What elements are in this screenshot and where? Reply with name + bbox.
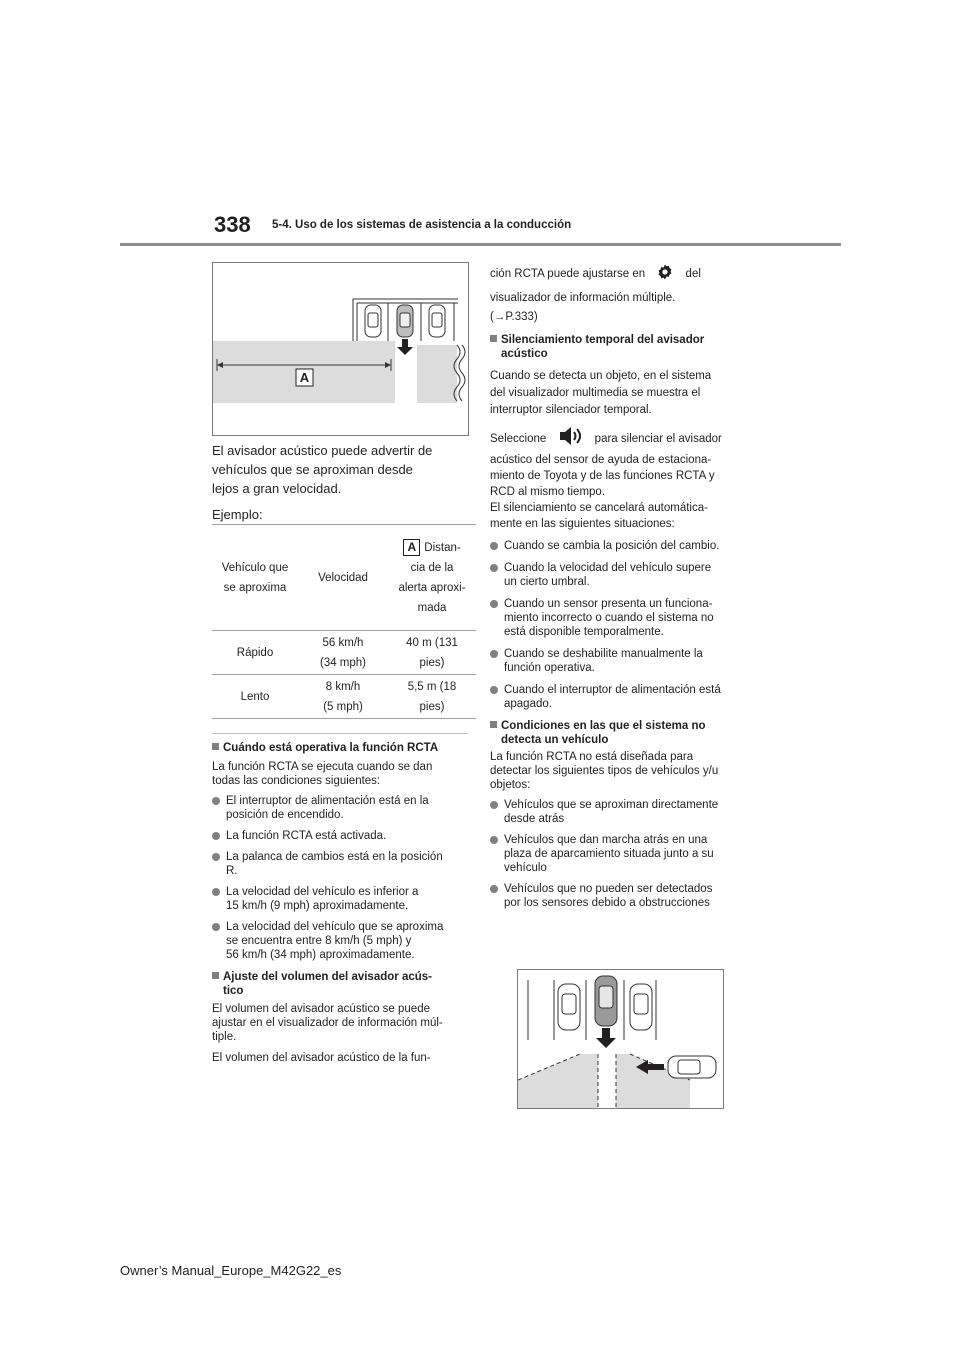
gear-icon xyxy=(656,263,674,281)
bullet-item: Cuando el interruptor de alimentación está apagado. xyxy=(490,683,760,711)
col-header-distance: A Distan- cia de la alerta aproxi- mada xyxy=(388,525,476,631)
bullet-item: Cuando se deshabilite manualmente la función operativa. xyxy=(490,647,760,675)
rcta-speed-table xyxy=(212,524,476,719)
section-divider xyxy=(212,733,468,734)
intro-line: lejos a gran velocidad. xyxy=(212,481,342,496)
page-number: 338 xyxy=(214,212,251,237)
cell-distance: 40 m (131 pies) xyxy=(388,631,476,675)
paragraph: acústico del sensor de ayuda de estaciona- miento de Toyota y de las funciones RCTA y RCD al mismo tiempo. El silenciamiento se cancelará automática- mente en las siguientes situaciones: xyxy=(490,454,715,530)
cell-vehicle: Lento xyxy=(212,675,298,719)
paragraph: Seleccione para silenciar el avisador xyxy=(490,425,760,450)
paragraph: La función RCTA se ejecuta cuando se dan todas las condiciones siguientes: xyxy=(212,761,433,787)
intro-line: vehículos que se aproximan desde xyxy=(212,462,413,477)
own-car xyxy=(397,305,413,337)
paragraph: La función RCTA no está diseñada para detectar los siguientes tipos de vehículos y/u objetos: xyxy=(490,751,719,791)
right-column xyxy=(490,263,760,910)
parked-car xyxy=(558,984,580,1030)
intro-paragraph xyxy=(212,441,472,524)
cell-speed: 56 km/h (34 mph) xyxy=(298,631,388,675)
example-label: Ejemplo: xyxy=(212,507,263,522)
cell-vehicle: Rápido xyxy=(212,631,298,675)
parked-car xyxy=(630,984,652,1030)
col-header-speed: Velocidad xyxy=(298,525,388,631)
heading-volume-adjust: Ajuste del volumen del avisador acús- tico xyxy=(212,970,474,998)
section-title: 5-4. Uso de los sistemas de asistencia a la conducción xyxy=(272,219,572,231)
detection-area-left xyxy=(518,1054,598,1108)
header-divider xyxy=(120,243,841,246)
undetected-vehicle-illustration xyxy=(517,969,724,1109)
bullet-item: La palanca de cambios está en la posición R. xyxy=(212,850,474,878)
parked-car-left xyxy=(365,305,381,337)
paragraph: ción RCTA puede ajustarse en del xyxy=(490,263,760,285)
bullet-item: Cuando la velocidad del vehículo supere un cierto umbral. xyxy=(490,561,760,589)
own-car xyxy=(595,976,617,1026)
heading-rcta-operation: Cuándo está operativa la función RCTA xyxy=(212,741,474,755)
bullet-item: Cuando se cambia la posición del cambio. xyxy=(490,539,760,553)
col-header-vehicle: Vehículo que se aproxima xyxy=(212,525,298,631)
reverse-arrow xyxy=(596,1028,616,1048)
parked-car-right xyxy=(429,305,445,337)
bullet-item: La función RCTA está activada. xyxy=(212,829,474,843)
bullet-item: La velocidad del vehículo que se aproxima se encuentra entre 8 km/h (5 mph) y 56 km/h (34 mph) aproximadamente. xyxy=(212,920,474,962)
intro-line: El avisador acústico puede advertir de xyxy=(212,443,433,458)
bullet-item: Cuando un sensor presenta un funciona- miento incorrecto o cuando el sistema no está disponible temporalmente. xyxy=(490,597,760,639)
paragraph: visualizador de información múltiple. xyxy=(490,292,676,304)
heading-not-detected: Condiciones en las que el sistema no detecta un vehículo xyxy=(490,719,760,747)
bullet-item: La velocidad del vehículo es inferior a 15 km/h (9 mph) aproximadamente. xyxy=(212,885,474,913)
paragraph: El volumen del avisador acústico de la fun- xyxy=(212,1052,431,1064)
label-a-box: A xyxy=(403,539,420,556)
bullet-item: Vehículos que dan marcha atrás en una plaza de aparcamiento situada junto a su vehículo xyxy=(490,833,760,875)
reverse-arrow xyxy=(397,339,413,355)
table-row xyxy=(212,675,476,719)
footer-text: Owner’s Manual_Europe_M42G22_es xyxy=(120,1263,342,1278)
speaker-mute-icon xyxy=(557,425,583,447)
table-row xyxy=(212,631,476,675)
figure-label-a: A xyxy=(299,370,310,385)
bullet-item: Vehículos que no pueden ser detectados por los sensores debido a obstrucciones xyxy=(490,882,760,910)
left-column xyxy=(212,741,474,1065)
page-reference: (→P.333) xyxy=(490,311,538,323)
paragraph: El volumen del avisador acústico se puede ajustar en el visualizador de información múl- tiple. xyxy=(212,1003,443,1043)
cell-speed: 8 km/h (5 mph) xyxy=(298,675,388,719)
bullet-item: Vehículos que se aproximan directamente desde atrás xyxy=(490,798,760,826)
cell-distance: 5,5 m (18 pies) xyxy=(388,675,476,719)
heading-temporary-mute: Silenciamiento temporal del avisador acústico xyxy=(490,333,760,361)
paragraph: Cuando se detecta un objeto, en el sistema del visualizador multimedia se muestra el interruptor silenciador temporal. xyxy=(490,370,712,416)
bullet-item: El interruptor de alimentación está en la posición de encendido. xyxy=(212,794,474,822)
rcta-distance-illustration xyxy=(212,262,469,436)
approaching-car xyxy=(668,1056,716,1078)
